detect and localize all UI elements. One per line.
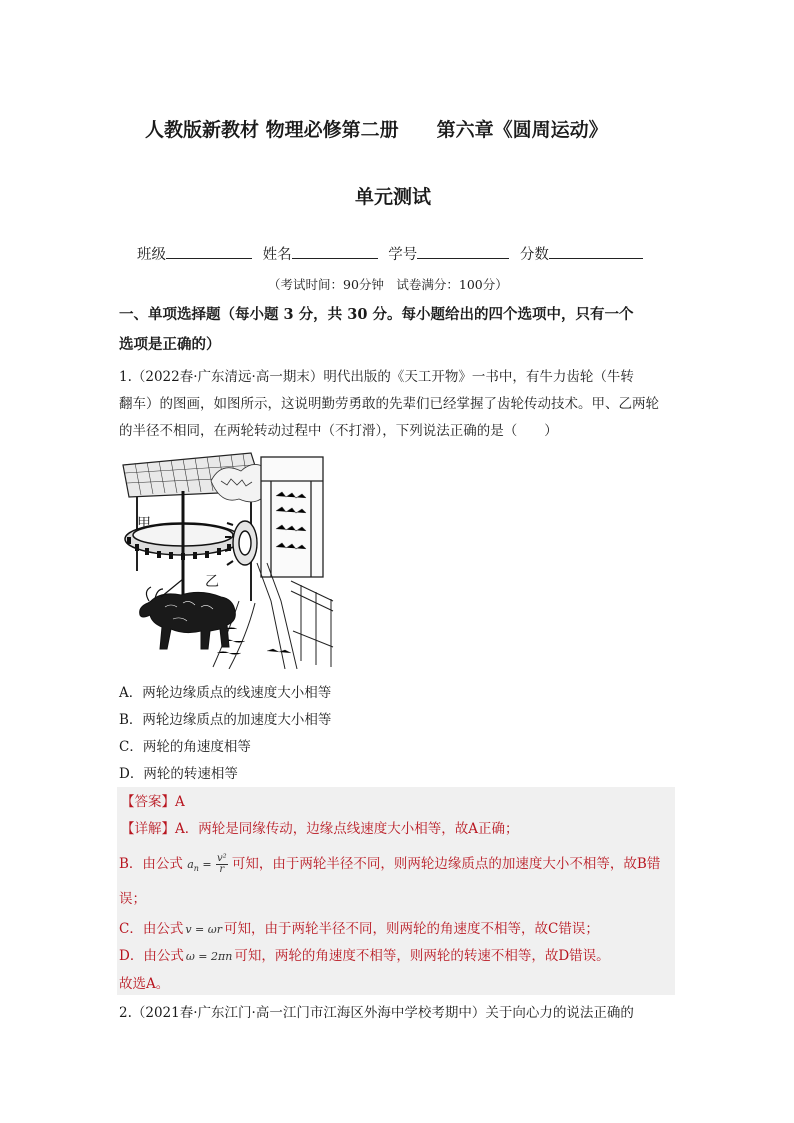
gear-yi	[233, 521, 257, 565]
formula-an-lhs: $a_n$ =	[187, 858, 212, 874]
detail-line-b2: 误；	[119, 891, 146, 907]
detail-line-d	[119, 944, 610, 964]
name-label: 姓名	[262, 247, 292, 263]
exam-limits: （考试时间：90分钟 试卷满分：100分）	[268, 277, 508, 292]
ox-gear-illustration	[121, 451, 335, 669]
score-field[interactable]	[549, 244, 643, 259]
detail-b-prefix: B．由公式	[119, 856, 183, 872]
class-label: 班级	[137, 247, 166, 263]
detail-b-suffix: 可知，由于两轮半径不同，则两轮边缘质点的加速度大小不相等，故B错	[231, 856, 661, 872]
answer-tag: 【答案】	[121, 794, 175, 810]
info-fields	[137, 243, 643, 264]
q1-stem-line1: 1.（2022春·广东清远·高一期末）明代出版的《天工开物》一书中，有牛力齿轮（牛转	[119, 369, 634, 385]
q2-stem-line1: 2.（2021春·广东江门·高一江门市江海区外海中学校考期中）关于向心力的说法正确的	[119, 1005, 634, 1021]
formula-an-fraction: $\frac{\text{v²}}{r}$	[216, 853, 227, 875]
figure-label-jia: 甲	[137, 516, 151, 532]
detail-conclusion: 故选A。	[119, 976, 170, 992]
detail-line-b	[119, 852, 660, 875]
page-title: 人教版新教材 物理必修第二册 第六章《圆周运动》	[145, 119, 608, 141]
detail-c-suffix: 可知，由于两轮半径不同，则两轮的角速度不相等，故C错误；	[224, 921, 599, 937]
score-label: 分数	[519, 247, 549, 263]
answer-value: A	[175, 794, 185, 810]
section-heading-line2: 选项是正确的）	[119, 336, 221, 353]
option-d: D．两轮的转速相等	[119, 766, 238, 782]
detail-c-prefix: C．由公式	[119, 921, 184, 937]
formula-v-wr: v = ωr	[185, 923, 222, 936]
class-field[interactable]	[166, 244, 252, 259]
page-subtitle: 单元测试	[355, 186, 432, 208]
q1-stem-line3: 的半径不相同，在两轮转动过程中（不打滑），下列说法正确的是（ ）	[119, 423, 558, 439]
student-id-label: 学号	[388, 247, 418, 263]
option-b: B．两轮边缘质点的加速度大小相等	[119, 712, 332, 728]
ox-gear-drawing	[121, 451, 335, 669]
q1-stem-line2: 翻车）的图画，如图所示，这说明勤劳勇敢的先辈们已经掌握了齿轮传动技术。甲、乙两轮	[119, 396, 659, 412]
name-field[interactable]	[292, 244, 378, 259]
formula-w-2pin: ω = 2πn	[185, 950, 233, 963]
option-a: A．两轮边缘质点的线速度大小相等	[119, 685, 332, 701]
section-heading-line1: 一、单项选择题（每小题 3 分，共 30 分。每小题给出的四个选项中，只有一个	[119, 306, 634, 323]
detail-line-a	[121, 817, 519, 837]
detail-d-prefix: D．由公式	[119, 948, 184, 964]
answer-line	[121, 790, 185, 810]
option-c: C．两轮的角速度相等	[119, 739, 251, 755]
detail-tag: 【详解】	[121, 821, 175, 837]
detail-a: A．两轮是同缘传动，边缘点线速度大小相等，故A正确；	[175, 821, 519, 837]
detail-d-suffix: 可知，两轮的角速度不相等，则两轮的转速不相等，故D错误。	[234, 948, 610, 964]
figure-label-yi: 乙	[205, 574, 219, 590]
student-id-field[interactable]	[417, 244, 509, 259]
detail-line-c	[119, 917, 599, 937]
